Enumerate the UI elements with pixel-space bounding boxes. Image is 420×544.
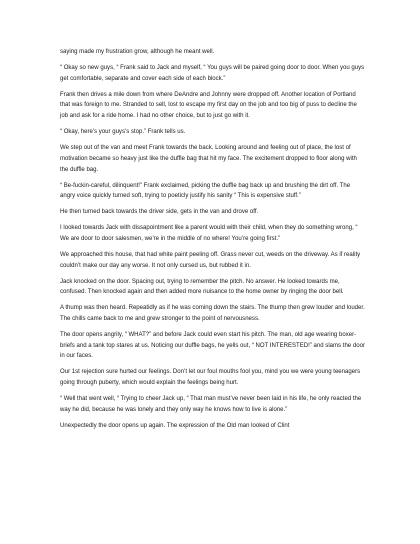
paragraph: Unexpectedly the door opens up again. The expression of the Old man looked of Clint bbox=[60, 422, 290, 429]
paragraph: He then turned back towards the driver side, gets in the van and drove off. bbox=[60, 209, 259, 216]
paragraph: Frank then drives a mile down from where DeAndre and Johnny were dropped off. Another location of Portland that was foreign to me. Stranded to sell, lost to escape my first day on the job and too big of puss to decline the job and ask for a ride home. I had no other choice, but to just go with it. bbox=[60, 91, 357, 120]
paragraph: “ Okay, here’s your guys’s stop.” Frank tells us. bbox=[60, 129, 186, 136]
paragraph: I looked towards Jack with dissapointment like a parent would with their child, when they do something wrong, “ We are door to door salesmen, we’re in the middle of no where! You’re going first.” bbox=[60, 225, 358, 242]
paragraph: “ Well that went well, “ Trying to cheer Jack up, “ That man must’ve never been laid in his life, he only reacted the way he did, because he was lonely and they only way he knows how to live is alone.” bbox=[60, 396, 362, 413]
paragraph: We approached this house, that had white paint peeling off. Grass never cut, weeds on the driveway. As if reality couldn’t make our day any worse. It not only cursed us, but rubbed it in. bbox=[60, 251, 361, 269]
paragraph: saying made my frustration grow, although he meant well. bbox=[60, 49, 215, 55]
paragraph: “ Be-fuckin-careful, dilinquent!” Frank exclaimed, picking the duffle bag back up and brushing the dirt off. The angry voice quickly turned soft, trying to poeticly justify his sanity “ This is expensive stuff.” bbox=[60, 182, 351, 200]
paragraph: Jack knocked on the door. Spacing out, trying to remember the pitch. No answer. He looked towards me, confused. Then knocked again and then added more nuisance to the home owner by ringing the door bell. bbox=[60, 278, 344, 296]
paragraph: The door opens angrily, “ WHAT?” and before Jack could even start his pitch. The man, old age wearing boxer-briefs and a tank top stares at us. Noticing our duffle bags, he yells out, “ NOT INTERESTED!” and slams the door in our faces. bbox=[60, 332, 365, 360]
paragraph: “ Okay so new guys, “ Frank said to Jack and myself, “ You guys will be paired going door to door. When you guys get comfortable, separate and cover each side of each block.” bbox=[60, 65, 365, 82]
paragraph: Our 1st rejection sure hurted our feelings. Don’t let our foul mouths fool you, mind you we were young teenagers going through puberty, which would explain the feelings being hurt. bbox=[60, 369, 361, 387]
paragraph: We step out of the van and meet Frank towards the back. Looking around and feeling out of place, the lost of motivation became so heavy just like the duffle bag that hit my face. The excitement dropped to floor along with the duffle bag. bbox=[60, 145, 357, 173]
document-body bbox=[60, 47, 366, 437]
paragraph: A thump was then heard. Repeatidly as if he was coming down the stairs. The thump then grew louder and louder. The chills came back to me and grew stronger to the point of nervousness. bbox=[60, 305, 365, 323]
